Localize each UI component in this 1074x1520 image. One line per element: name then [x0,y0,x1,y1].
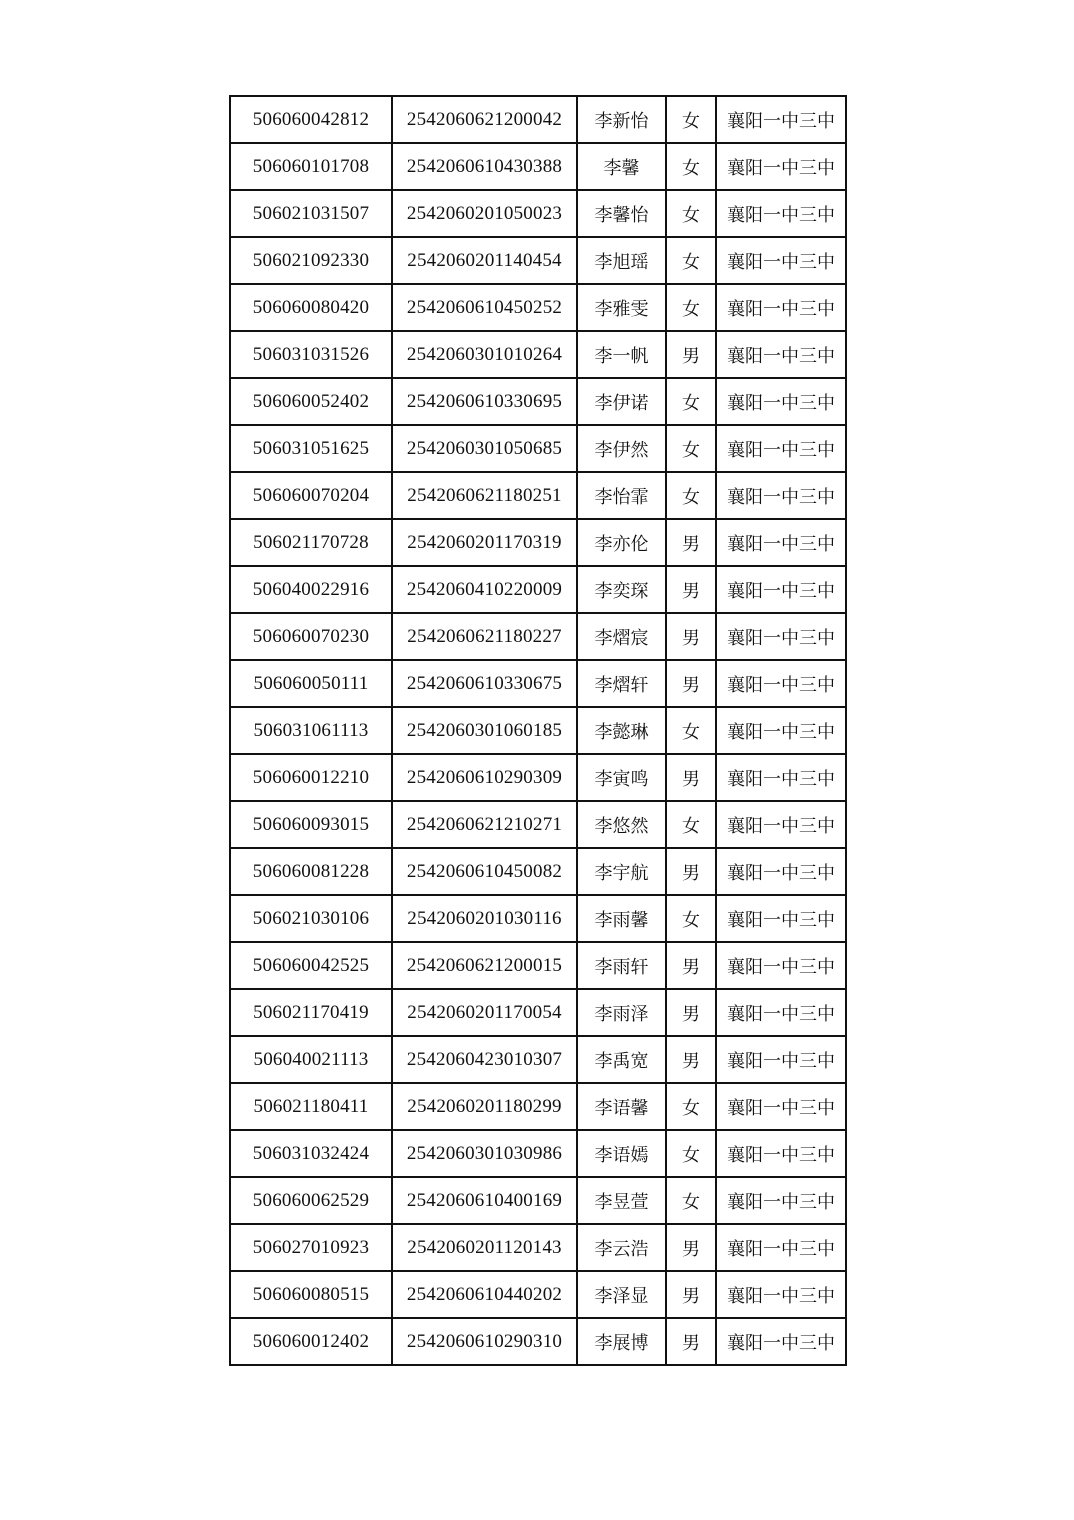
table-row [230,284,846,331]
table-row [230,566,846,613]
registration-number-cell: 2542060621210271 [392,801,577,848]
student-name-cell: 李怡霏 [577,472,666,519]
school-cell: 襄阳一中三中 [716,96,846,143]
student-name-cell: 李伊诺 [577,378,666,425]
exam-number-cell: 506031031526 [230,331,392,378]
registration-number-cell: 2542060610290310 [392,1318,577,1365]
registration-number-cell: 2542060621200015 [392,942,577,989]
student-name-cell: 李馨 [577,143,666,190]
student-name-cell: 李雨轩 [577,942,666,989]
student-name-cell: 李宇航 [577,848,666,895]
school-cell: 襄阳一中三中 [716,1036,846,1083]
exam-number-cell: 506031051625 [230,425,392,472]
registration-number-cell: 2542060621200042 [392,96,577,143]
table-row [230,1177,846,1224]
table-row [230,801,846,848]
school-cell: 襄阳一中三中 [716,895,846,942]
student-name-cell: 李语馨 [577,1083,666,1130]
gender-cell: 女 [666,190,716,237]
table-row [230,942,846,989]
exam-number-cell: 506060080515 [230,1271,392,1318]
registration-number-cell: 2542060610450082 [392,848,577,895]
registration-number-cell: 2542060201180299 [392,1083,577,1130]
gender-cell: 男 [666,848,716,895]
student-name-cell: 李旭瑶 [577,237,666,284]
student-name-cell: 李懿琳 [577,707,666,754]
registration-number-cell: 2542060201050023 [392,190,577,237]
table-row [230,519,846,566]
exam-number-cell: 506060070204 [230,472,392,519]
student-name-cell: 李馨怡 [577,190,666,237]
registration-number-cell: 2542060201140454 [392,237,577,284]
exam-number-cell: 506060050111 [230,660,392,707]
table-row [230,237,846,284]
registration-number-cell: 2542060621180227 [392,613,577,660]
school-cell: 襄阳一中三中 [716,1083,846,1130]
gender-cell: 女 [666,284,716,331]
registration-number-cell: 2542060423010307 [392,1036,577,1083]
gender-cell: 女 [666,143,716,190]
registration-number-cell: 2542060610400169 [392,1177,577,1224]
table-row [230,1271,846,1318]
exam-number-cell: 506040022916 [230,566,392,613]
table-row [230,848,846,895]
gender-cell: 女 [666,237,716,284]
exam-number-cell: 506021030106 [230,895,392,942]
student-name-cell: 李昱萱 [577,1177,666,1224]
gender-cell: 女 [666,425,716,472]
exam-number-cell: 506060042812 [230,96,392,143]
exam-number-cell: 506027010923 [230,1224,392,1271]
registration-number-cell: 2542060610450252 [392,284,577,331]
school-cell: 襄阳一中三中 [716,143,846,190]
student-name-cell: 李亦伦 [577,519,666,566]
gender-cell: 男 [666,519,716,566]
table-row [230,1083,846,1130]
table-row [230,143,846,190]
exam-number-cell: 506031032424 [230,1130,392,1177]
student-name-cell: 李伊然 [577,425,666,472]
registration-number-cell: 2542060610330695 [392,378,577,425]
school-cell: 襄阳一中三中 [716,754,846,801]
exam-number-cell: 506060101708 [230,143,392,190]
table-row [230,660,846,707]
school-cell: 襄阳一中三中 [716,1130,846,1177]
exam-number-cell: 506060080420 [230,284,392,331]
table-row [230,613,846,660]
gender-cell: 女 [666,96,716,143]
exam-number-cell: 506021170728 [230,519,392,566]
registration-number-cell: 2542060301030986 [392,1130,577,1177]
school-cell: 襄阳一中三中 [716,425,846,472]
school-cell: 襄阳一中三中 [716,613,846,660]
table-row [230,989,846,1036]
school-cell: 襄阳一中三中 [716,378,846,425]
registration-number-cell: 2542060201170054 [392,989,577,1036]
student-name-cell: 李一帆 [577,331,666,378]
school-cell: 襄阳一中三中 [716,1177,846,1224]
student-name-cell: 李雨泽 [577,989,666,1036]
gender-cell: 女 [666,801,716,848]
school-cell: 襄阳一中三中 [716,707,846,754]
registration-number-cell: 2542060621180251 [392,472,577,519]
school-cell: 襄阳一中三中 [716,801,846,848]
school-cell: 襄阳一中三中 [716,1224,846,1271]
school-cell: 襄阳一中三中 [716,566,846,613]
table-row [230,895,846,942]
student-name-cell: 李新怡 [577,96,666,143]
school-cell: 襄阳一中三中 [716,660,846,707]
table-row [230,331,846,378]
gender-cell: 男 [666,1036,716,1083]
registration-number-cell: 2542060610290309 [392,754,577,801]
student-name-cell: 李泽显 [577,1271,666,1318]
exam-number-cell: 506021180411 [230,1083,392,1130]
registration-number-cell: 2542060201120143 [392,1224,577,1271]
gender-cell: 女 [666,378,716,425]
gender-cell: 男 [666,331,716,378]
student-name-cell: 李展博 [577,1318,666,1365]
gender-cell: 女 [666,1130,716,1177]
exam-number-cell: 506031061113 [230,707,392,754]
student-name-cell: 李雅雯 [577,284,666,331]
table-row [230,378,846,425]
gender-cell: 男 [666,660,716,707]
gender-cell: 女 [666,1177,716,1224]
school-cell: 襄阳一中三中 [716,942,846,989]
exam-number-cell: 506060012210 [230,754,392,801]
table-row [230,190,846,237]
student-name-cell: 李熠轩 [577,660,666,707]
gender-cell: 男 [666,1224,716,1271]
gender-cell: 男 [666,1318,716,1365]
gender-cell: 女 [666,1083,716,1130]
exam-number-cell: 506021031507 [230,190,392,237]
exam-number-cell: 506021092330 [230,237,392,284]
student-name-cell: 李云浩 [577,1224,666,1271]
student-name-cell: 李禹宽 [577,1036,666,1083]
exam-number-cell: 506040021113 [230,1036,392,1083]
student-name-cell: 李寅鸣 [577,754,666,801]
student-roster-table [229,95,847,1366]
school-cell: 襄阳一中三中 [716,848,846,895]
school-cell: 襄阳一中三中 [716,331,846,378]
table-row [230,1130,846,1177]
gender-cell: 男 [666,566,716,613]
gender-cell: 男 [666,754,716,801]
school-cell: 襄阳一中三中 [716,237,846,284]
exam-number-cell: 506060042525 [230,942,392,989]
student-name-cell: 李悠然 [577,801,666,848]
exam-number-cell: 506060062529 [230,1177,392,1224]
school-cell: 襄阳一中三中 [716,1271,846,1318]
gender-cell: 男 [666,613,716,660]
gender-cell: 女 [666,707,716,754]
gender-cell: 男 [666,942,716,989]
table-row [230,425,846,472]
student-name-cell: 李雨馨 [577,895,666,942]
table-row [230,1036,846,1083]
school-cell: 襄阳一中三中 [716,472,846,519]
table-row [230,1224,846,1271]
registration-number-cell: 2542060201030116 [392,895,577,942]
gender-cell: 男 [666,1271,716,1318]
school-cell: 襄阳一中三中 [716,519,846,566]
gender-cell: 女 [666,472,716,519]
school-cell: 襄阳一中三中 [716,190,846,237]
exam-number-cell: 506060052402 [230,378,392,425]
exam-number-cell: 506060012402 [230,1318,392,1365]
table-row [230,96,846,143]
table-row [230,754,846,801]
gender-cell: 女 [666,895,716,942]
registration-number-cell: 2542060301010264 [392,331,577,378]
exam-number-cell: 506060081228 [230,848,392,895]
registration-number-cell: 2542060410220009 [392,566,577,613]
registration-number-cell: 2542060201170319 [392,519,577,566]
roster-body [230,96,846,1365]
registration-number-cell: 2542060610440202 [392,1271,577,1318]
student-name-cell: 李语嫣 [577,1130,666,1177]
exam-number-cell: 506060070230 [230,613,392,660]
school-cell: 襄阳一中三中 [716,1318,846,1365]
table-row [230,707,846,754]
registration-number-cell: 2542060610330675 [392,660,577,707]
student-name-cell: 李奕琛 [577,566,666,613]
registration-number-cell: 2542060301060185 [392,707,577,754]
gender-cell: 男 [666,989,716,1036]
table-row [230,472,846,519]
school-cell: 襄阳一中三中 [716,989,846,1036]
student-name-cell: 李熠宸 [577,613,666,660]
exam-number-cell: 506060093015 [230,801,392,848]
school-cell: 襄阳一中三中 [716,284,846,331]
table-row [230,1318,846,1365]
registration-number-cell: 2542060610430388 [392,143,577,190]
exam-number-cell: 506021170419 [230,989,392,1036]
registration-number-cell: 2542060301050685 [392,425,577,472]
